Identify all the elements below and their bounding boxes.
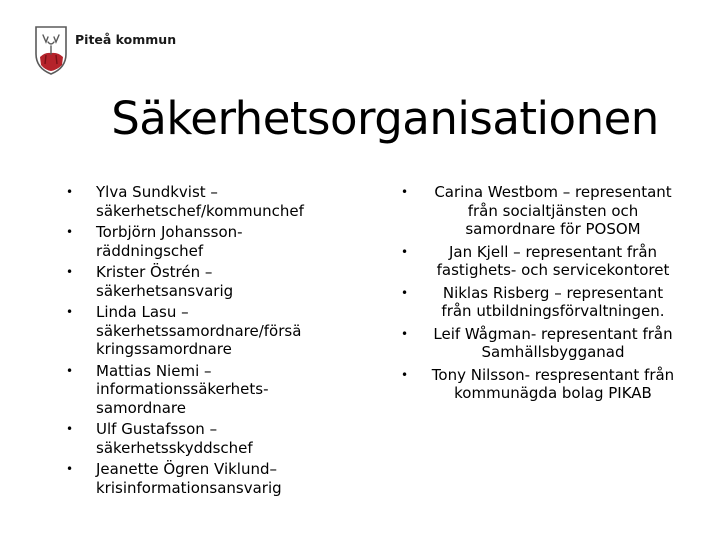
list-item-text: Mattias Niemi – informationssäkerhets- samordnare	[96, 361, 269, 417]
bullet-icon: •	[401, 244, 409, 259]
list-item-text: Krister Östrén – säkerhetsansvarig	[96, 263, 234, 300]
list-item-text: Jan Kjell – representant från fastighets- och servicekontoret	[436, 242, 670, 279]
bullet-icon: •	[401, 326, 409, 341]
list-item	[395, 243, 675, 280]
bullet-icon: •	[401, 185, 409, 199]
bullet-icon: •	[66, 462, 74, 476]
bullet-icon: •	[66, 225, 74, 239]
logo-text: Piteå kommun	[75, 32, 177, 47]
bullet-icon: •	[401, 285, 409, 300]
list-item	[60, 460, 330, 497]
list-item	[395, 284, 675, 321]
list-item-text: Jeanette Ögren Viklund– krisinformationsansvarig	[96, 460, 282, 497]
list-item	[60, 263, 330, 300]
bullet-icon: •	[66, 422, 74, 436]
logo	[33, 24, 176, 76]
list-item-text: Ulf Gustafsson – säkerhetsskyddschef	[96, 420, 253, 457]
list-item	[395, 366, 675, 403]
list-item	[395, 325, 675, 362]
list-item	[395, 183, 675, 239]
bullet-icon: •	[66, 305, 74, 319]
list-item	[60, 420, 330, 457]
left-bullet-list	[60, 183, 330, 500]
bullet-icon: •	[66, 185, 74, 199]
right-bullet-list	[395, 183, 675, 407]
list-item	[60, 223, 330, 260]
bullet-icon: •	[66, 265, 74, 279]
bullet-icon: •	[66, 363, 74, 378]
list-item-text: Torbjörn Johansson- räddningschef	[96, 223, 243, 260]
list-item-text: Niklas Risberg – representant från utbildningsförvaltningen.	[441, 283, 665, 320]
list-item-text: Carina Westbom – representant från socialtjänsten och samordnare för POSOM	[434, 183, 672, 238]
list-item-text: Leif Wågman- representant från Samhällsbygganad	[433, 324, 673, 361]
list-item-text: Ylva Sundkvist – säkerhetschef/kommunchef	[96, 183, 304, 220]
list-item-text: Linda Lasu – säkerhetssamordnare/försä kringssamordnare	[96, 303, 302, 358]
reindeer-crest-icon	[33, 24, 69, 76]
list-item	[60, 303, 330, 359]
list-item	[60, 362, 330, 418]
list-item-text: Tony Nilsson- respresentant från kommunägda bolag PIKAB	[431, 365, 675, 402]
list-item	[60, 183, 330, 220]
bullet-icon: •	[401, 367, 409, 382]
slide-title: Säkerhetsorganisationen	[111, 92, 659, 145]
